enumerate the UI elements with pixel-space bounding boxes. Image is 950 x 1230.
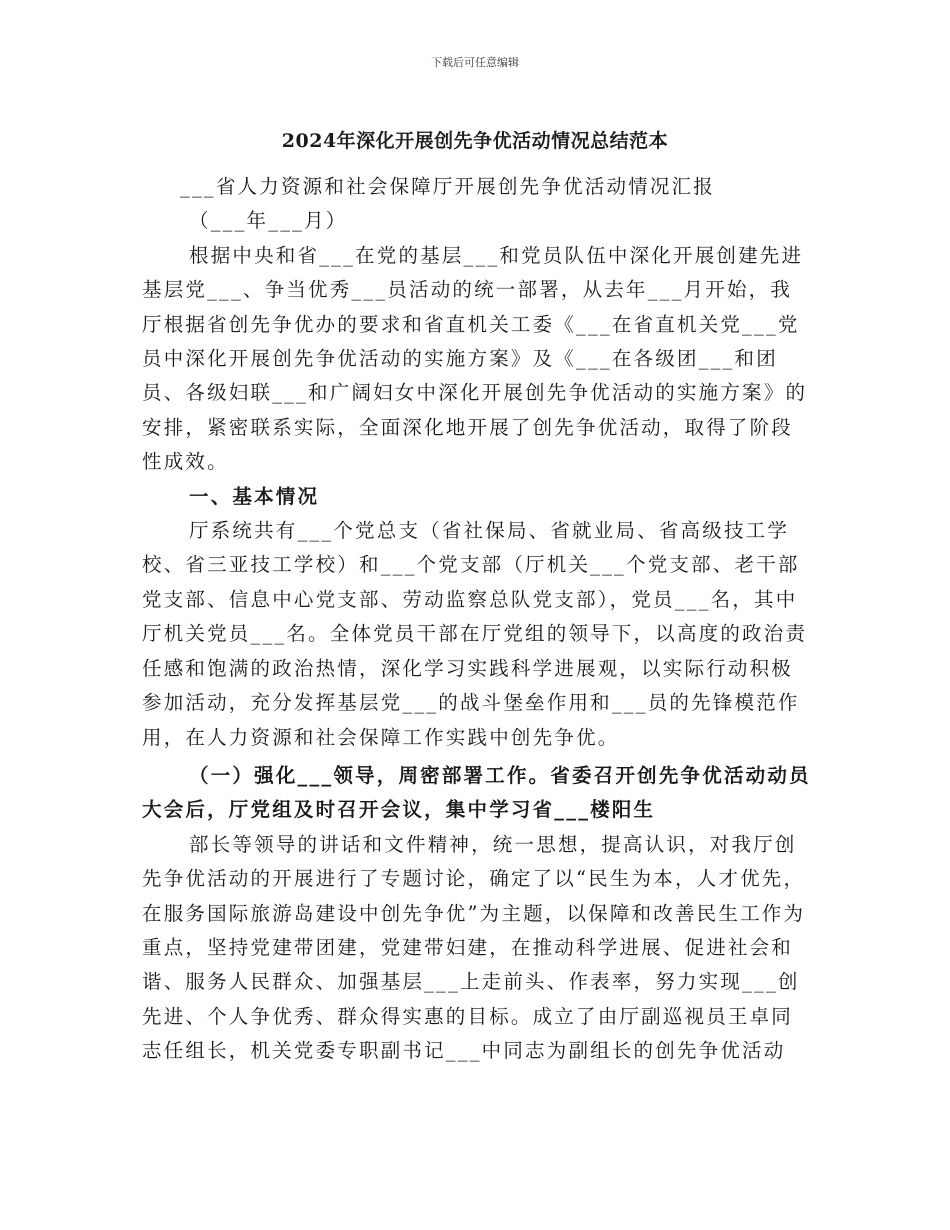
header-note: 下载后可任意编辑	[431, 56, 519, 69]
section-heading: 一、基本情况	[189, 484, 320, 508]
date-line: （___年___月）	[189, 209, 348, 233]
subsection-paragraph: 部长等领导的讲话和文件精神，统一思想，提高认识，对我厅创先争优活动的开展进行了专题讨论，确定了以“民生为本，人才优先，在服务国际旅游岛建设中创先争优”为主题，以保障和改善民生工作为重点，坚持党建带团建，党建带妇建，在推动科学进展、促进社会和谐、服务人民群众、加强基层___上走前头、作表率，努力实现___创先进、个人争优秀、群众得实惠的目标。成立了由厅副巡视员王卓同志任组长，机关党委专职副书记___中同志为副组长的创先争优活动	[142, 832, 806, 1063]
intro-paragraph: 根据中央和省___在党的基层___和党员队伍中深化开展创建先进基层党___、争当优秀___员活动的统一部署，从去年___月开始，我厅根据省创先争优办的要求和省直机关工委《___在省直机关党___党员中深化开展创先争优活动的实施方案》及《___在各级团___和团员、各级妇联___和广阔妇女中深化开展创先争优活动的实施方案》的安排，紧密联系实际，全面深化地开展了创先争优活动，取得了阶段性成效。	[142, 243, 808, 474]
document-body	[142, 170, 812, 1069]
document-subtitle: ___省人力资源和社会保障厅开展创先争优活动情况汇报	[180, 175, 715, 198]
subsection-heading-paragraph: （一）强化___领导，周密部署工作。省委召开创先争优活动动员大会后，厅党组及时召开会议，集中学习省___楼阳生	[142, 763, 811, 822]
document-title: 2024年深化开展创先争优活动情况总结范本	[281, 130, 669, 152]
basic-situation-paragraph: 厅系统共有___个党总支（省社保局、省就业局、省高级技工学校、省三亚技工学校）和___个党支部（厅机关___个党支部、老干部党支部、信息中心党支部、劳动监察总队党支部），党员___名，其中厅机关党员___名。全体党员干部在厅党组的领导下，以高度的政治责任感和饱满的政治热情，深化学习实践科学进展观，以实际行动积极参加活动，充分发挥基层党___的战斗堡垒作用和___员的先锋模范作用，在人力资源和社会保障工作实践中创先争优。	[142, 519, 808, 749]
